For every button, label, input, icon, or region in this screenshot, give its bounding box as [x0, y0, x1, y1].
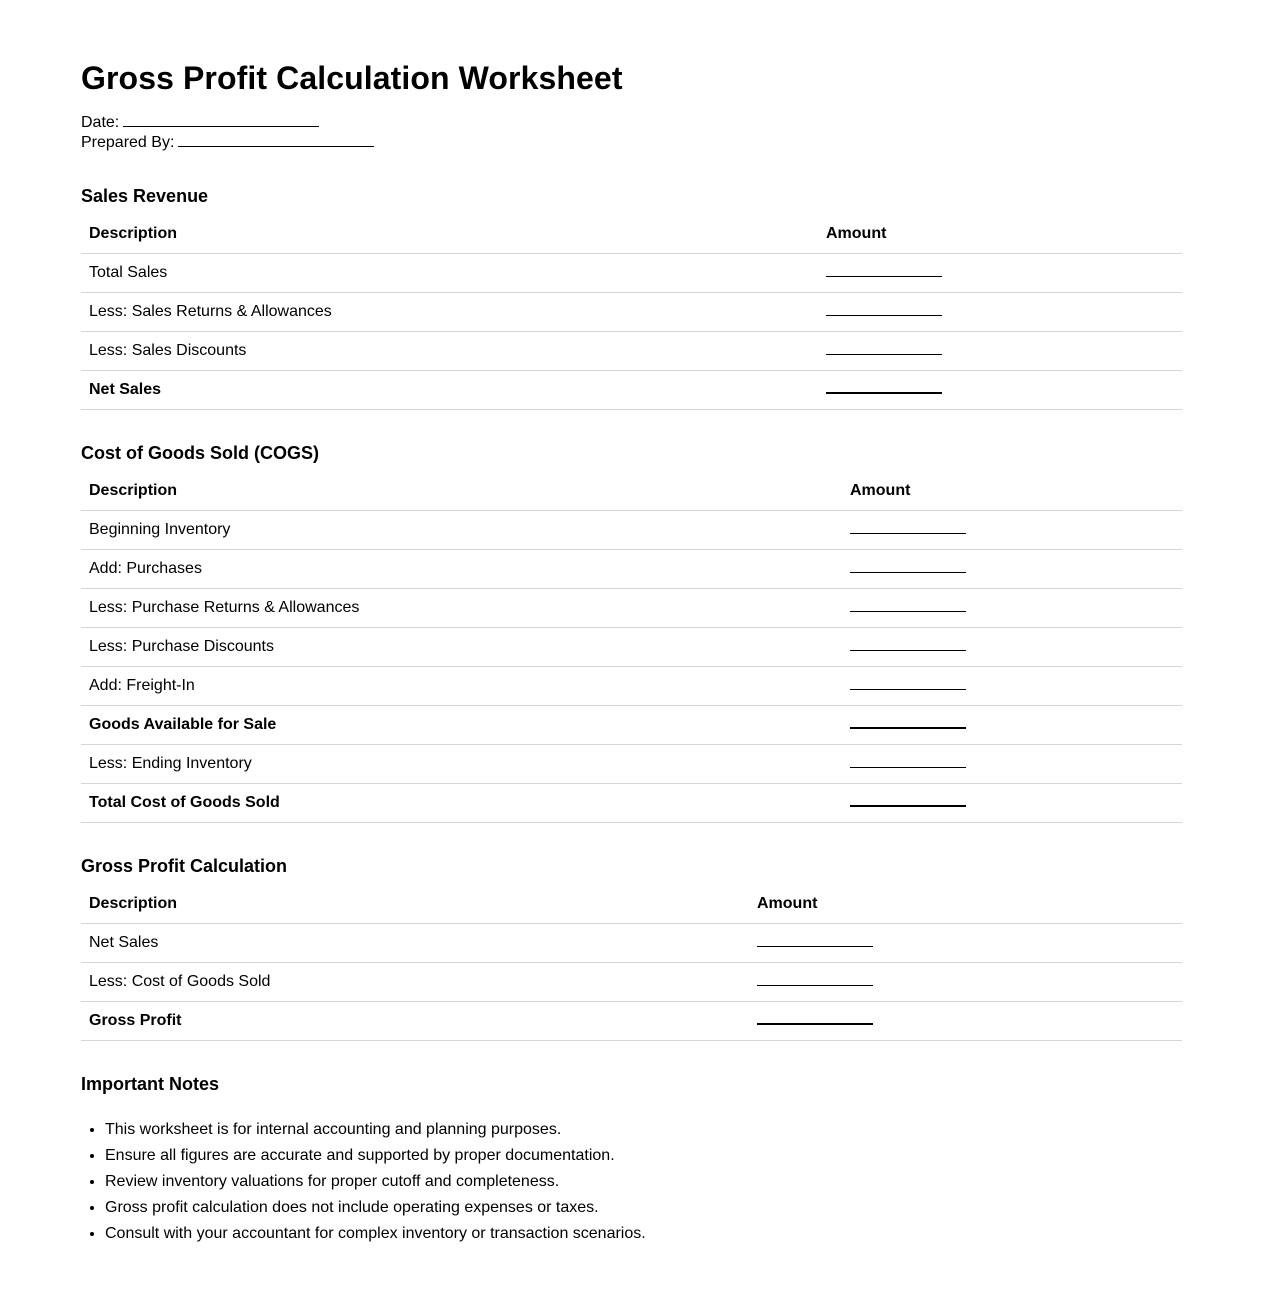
- important-notes-section: [81, 1073, 1182, 1247]
- date-label: Date:: [81, 114, 120, 131]
- amount-blank[interactable]: [850, 681, 966, 690]
- row-label: Net Sales: [81, 924, 749, 963]
- column-header-amount: Amount: [842, 472, 1182, 511]
- list-item: • Gross profit calculation does not include operating expenses or taxes.: [105, 1195, 1182, 1221]
- section-heading: Gross Profit Calculation: [81, 856, 288, 876]
- amount-cell: [842, 667, 1182, 706]
- column-header-description: Description: [81, 885, 749, 924]
- table-row: [81, 667, 1182, 706]
- amount-cell: [842, 706, 1182, 745]
- row-label: Less: Purchase Returns & Allowances: [81, 589, 842, 628]
- row-label: Less: Purchase Discounts: [81, 628, 842, 667]
- table-header-row: [81, 885, 1182, 924]
- gross-profit-section: [81, 855, 1182, 1041]
- row-label: Goods Available for Sale: [81, 706, 842, 745]
- amount-blank[interactable]: [826, 384, 942, 394]
- date-line: [81, 112, 1182, 132]
- amount-blank[interactable]: [826, 268, 942, 277]
- column-header-description: Description: [81, 215, 818, 254]
- table-row: [81, 511, 1182, 550]
- notes-list: [81, 1117, 1182, 1247]
- row-label: Total Cost of Goods Sold: [81, 784, 842, 823]
- table-row: [81, 924, 1182, 963]
- row-label: Total Sales: [81, 254, 818, 293]
- table-row: [81, 589, 1182, 628]
- amount-blank[interactable]: [850, 603, 966, 612]
- row-label: Less: Cost of Goods Sold: [81, 963, 749, 1002]
- amount-cell: [749, 963, 1182, 1002]
- amount-cell: [749, 924, 1182, 963]
- row-label: Beginning Inventory: [81, 511, 842, 550]
- row-label: Less: Sales Returns & Allowances: [81, 293, 818, 332]
- amount-blank[interactable]: [850, 642, 966, 651]
- list-item: • Review inventory valuations for proper cutoff and completeness.: [105, 1169, 1182, 1195]
- row-label: Less: Ending Inventory: [81, 745, 842, 784]
- table-header-row: [81, 215, 1182, 254]
- amount-blank[interactable]: [850, 719, 966, 729]
- prepared-by-field[interactable]: [178, 132, 374, 147]
- table-row: [81, 963, 1182, 1002]
- amount-cell: [842, 511, 1182, 550]
- section-heading: Cost of Goods Sold (COGS): [81, 443, 319, 463]
- cogs-table: [81, 472, 1182, 823]
- page-title: Gross Profit Calculation Worksheet: [81, 60, 623, 96]
- amount-cell: [818, 254, 1182, 293]
- table-row: [81, 628, 1182, 667]
- table-row: [81, 332, 1182, 371]
- amount-blank[interactable]: [757, 1015, 873, 1025]
- amount-cell: [842, 784, 1182, 823]
- table-header-row: [81, 472, 1182, 511]
- table-row-total: [81, 784, 1182, 823]
- table-row-total: [81, 1002, 1182, 1041]
- worksheet-meta: [81, 112, 1182, 152]
- date-field[interactable]: [123, 112, 319, 127]
- list-item: • Consult with your accountant for complex inventory or transaction scenarios.: [105, 1221, 1182, 1247]
- amount-cell: [749, 1002, 1182, 1041]
- amount-cell: [842, 589, 1182, 628]
- column-header-description: Description: [81, 472, 842, 511]
- table-row-total: [81, 371, 1182, 410]
- table-row: [81, 550, 1182, 589]
- amount-blank[interactable]: [826, 307, 942, 316]
- amount-cell: [842, 745, 1182, 784]
- amount-cell: [818, 332, 1182, 371]
- section-heading: Important Notes: [81, 1074, 220, 1094]
- row-label: Net Sales: [81, 371, 818, 410]
- sales-revenue-table: [81, 215, 1182, 410]
- cogs-section: [81, 442, 1182, 823]
- table-row: [81, 254, 1182, 293]
- amount-blank[interactable]: [850, 759, 966, 768]
- sales-revenue-section: [81, 185, 1182, 410]
- amount-cell: [842, 628, 1182, 667]
- column-header-amount: Amount: [749, 885, 1182, 924]
- prepared-by-label: Prepared By:: [81, 134, 175, 151]
- table-row: [81, 745, 1182, 784]
- column-header-amount: Amount: [818, 215, 1182, 254]
- amount-cell: [818, 371, 1182, 410]
- list-item: • Ensure all figures are accurate and supported by proper documentation.: [105, 1143, 1182, 1169]
- amount-blank[interactable]: [850, 525, 966, 534]
- gross-profit-table: [81, 885, 1182, 1041]
- amount-cell: [818, 293, 1182, 332]
- amount-blank[interactable]: [826, 346, 942, 355]
- row-label: Add: Freight-In: [81, 667, 842, 706]
- table-row-subtotal: [81, 706, 1182, 745]
- amount-cell: [842, 550, 1182, 589]
- amount-blank[interactable]: [850, 797, 966, 807]
- row-label: Add: Purchases: [81, 550, 842, 589]
- list-item: • This worksheet is for internal accounting and planning purposes.: [105, 1117, 1182, 1143]
- prepared-by-line: [81, 132, 1182, 152]
- row-label: Gross Profit: [81, 1002, 749, 1041]
- table-row: [81, 293, 1182, 332]
- row-label: Less: Sales Discounts: [81, 332, 818, 371]
- amount-blank[interactable]: [757, 938, 873, 947]
- section-heading: Sales Revenue: [81, 186, 209, 206]
- amount-blank[interactable]: [850, 564, 966, 573]
- amount-blank[interactable]: [757, 977, 873, 986]
